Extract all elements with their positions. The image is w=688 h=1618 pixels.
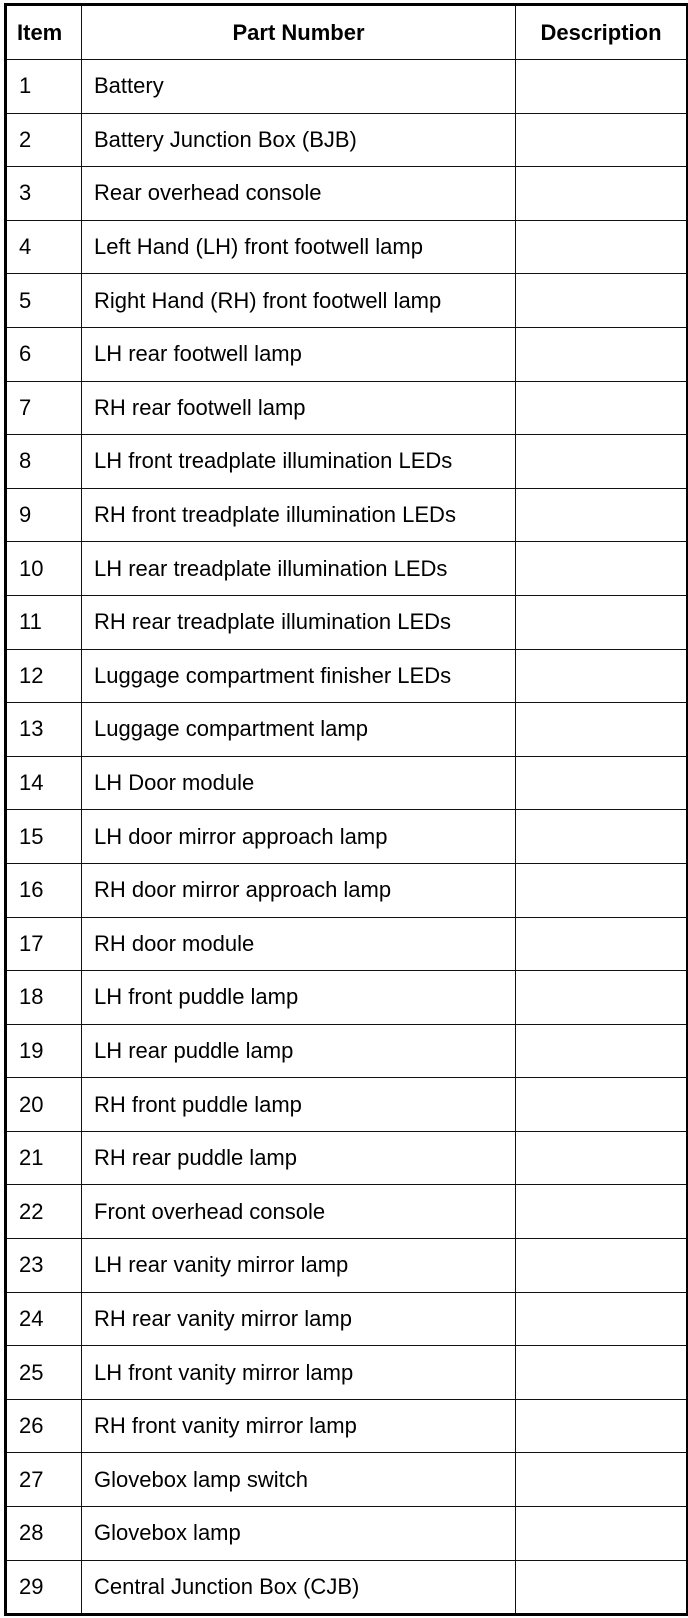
item-number-cell: 10	[7, 542, 82, 596]
description-cell	[516, 435, 687, 489]
table-row	[7, 1078, 687, 1132]
item-number-cell: 14	[7, 756, 82, 810]
table-row	[7, 1024, 687, 1078]
item-number-cell: 8	[7, 435, 82, 489]
table-row	[7, 703, 687, 757]
part-name-cell: Right Hand (RH) front footwell lamp	[82, 274, 516, 328]
part-name-cell: LH front treadplate illumination LEDs	[82, 435, 516, 489]
table-row	[7, 113, 687, 167]
table-row	[7, 863, 687, 917]
part-name-cell: Battery Junction Box (BJB)	[82, 113, 516, 167]
part-name-cell: LH Door module	[82, 756, 516, 810]
description-cell	[516, 1346, 687, 1400]
item-number-cell: 20	[7, 1078, 82, 1132]
part-name-cell: Central Junction Box (CJB)	[82, 1560, 516, 1614]
table-row	[7, 542, 687, 596]
item-number-cell: 2	[7, 113, 82, 167]
part-name-cell: RH front puddle lamp	[82, 1078, 516, 1132]
table-row	[7, 810, 687, 864]
table-row	[7, 649, 687, 703]
description-cell	[516, 274, 687, 328]
part-name-cell: RH front vanity mirror lamp	[82, 1399, 516, 1453]
table-row	[7, 1560, 687, 1614]
table-row	[7, 167, 687, 221]
description-cell	[516, 1507, 687, 1561]
description-cell	[516, 703, 687, 757]
description-cell	[516, 327, 687, 381]
item-number-cell: 19	[7, 1024, 82, 1078]
table-row	[7, 1346, 687, 1400]
item-number-cell: 17	[7, 917, 82, 971]
item-number-cell: 29	[7, 1560, 82, 1614]
description-cell	[516, 1024, 687, 1078]
description-cell	[516, 113, 687, 167]
header-item: Item	[7, 6, 82, 60]
header-description: Description	[516, 6, 687, 60]
description-cell	[516, 756, 687, 810]
item-number-cell: 5	[7, 274, 82, 328]
item-number-cell: 9	[7, 488, 82, 542]
part-name-cell: LH door mirror approach lamp	[82, 810, 516, 864]
description-cell	[516, 595, 687, 649]
item-number-cell: 22	[7, 1185, 82, 1239]
part-name-cell: RH front treadplate illumination LEDs	[82, 488, 516, 542]
description-cell	[516, 1453, 687, 1507]
item-number-cell: 28	[7, 1507, 82, 1561]
description-cell	[516, 167, 687, 221]
table-row	[7, 1399, 687, 1453]
item-number-cell: 15	[7, 810, 82, 864]
item-number-cell: 23	[7, 1239, 82, 1293]
description-cell	[516, 381, 687, 435]
description-cell	[516, 60, 687, 114]
description-cell	[516, 971, 687, 1025]
part-name-cell: RH door mirror approach lamp	[82, 863, 516, 917]
table-header	[7, 6, 687, 60]
part-name-cell: LH front vanity mirror lamp	[82, 1346, 516, 1400]
table-row	[7, 327, 687, 381]
description-cell	[516, 1131, 687, 1185]
table-row	[7, 1131, 687, 1185]
part-name-cell: LH rear puddle lamp	[82, 1024, 516, 1078]
item-number-cell: 26	[7, 1399, 82, 1453]
part-name-cell: LH rear treadplate illumination LEDs	[82, 542, 516, 596]
item-number-cell: 6	[7, 327, 82, 381]
description-cell	[516, 1185, 687, 1239]
table-row	[7, 595, 687, 649]
table-row	[7, 917, 687, 971]
item-number-cell: 25	[7, 1346, 82, 1400]
part-name-cell: RH rear treadplate illumination LEDs	[82, 595, 516, 649]
table-row	[7, 756, 687, 810]
table-row	[7, 1185, 687, 1239]
description-cell	[516, 917, 687, 971]
item-number-cell: 3	[7, 167, 82, 221]
part-name-cell: RH rear puddle lamp	[82, 1131, 516, 1185]
part-name-cell: LH front puddle lamp	[82, 971, 516, 1025]
table-row	[7, 220, 687, 274]
item-number-cell: 13	[7, 703, 82, 757]
part-name-cell: LH rear footwell lamp	[82, 327, 516, 381]
table-row	[7, 1453, 687, 1507]
description-cell	[516, 649, 687, 703]
item-number-cell: 21	[7, 1131, 82, 1185]
table-row	[7, 381, 687, 435]
description-cell	[516, 863, 687, 917]
part-name-cell: RH rear vanity mirror lamp	[82, 1292, 516, 1346]
item-number-cell: 11	[7, 595, 82, 649]
part-name-cell: Left Hand (LH) front footwell lamp	[82, 220, 516, 274]
item-number-cell: 7	[7, 381, 82, 435]
table-row	[7, 1239, 687, 1293]
parts-table	[6, 5, 687, 1614]
description-cell	[516, 1239, 687, 1293]
description-cell	[516, 1078, 687, 1132]
part-name-cell: Battery	[82, 60, 516, 114]
item-number-cell: 16	[7, 863, 82, 917]
item-number-cell: 12	[7, 649, 82, 703]
table-row	[7, 1507, 687, 1561]
description-cell	[516, 1292, 687, 1346]
part-name-cell: RH rear footwell lamp	[82, 381, 516, 435]
table-body	[7, 60, 687, 1614]
header-part-number: Part Number	[82, 6, 516, 60]
part-name-cell: Glovebox lamp	[82, 1507, 516, 1561]
table-row	[7, 274, 687, 328]
item-number-cell: 18	[7, 971, 82, 1025]
description-cell	[516, 220, 687, 274]
description-cell	[516, 1560, 687, 1614]
part-name-cell: Front overhead console	[82, 1185, 516, 1239]
description-cell	[516, 542, 687, 596]
part-name-cell: LH rear vanity mirror lamp	[82, 1239, 516, 1293]
header-row	[7, 6, 687, 60]
table-row	[7, 60, 687, 114]
table-row	[7, 435, 687, 489]
part-name-cell: Rear overhead console	[82, 167, 516, 221]
table-row	[7, 488, 687, 542]
table-row	[7, 1292, 687, 1346]
description-cell	[516, 810, 687, 864]
part-name-cell: Luggage compartment finisher LEDs	[82, 649, 516, 703]
description-cell	[516, 1399, 687, 1453]
item-number-cell: 27	[7, 1453, 82, 1507]
item-number-cell: 4	[7, 220, 82, 274]
part-name-cell: RH door module	[82, 917, 516, 971]
description-cell	[516, 488, 687, 542]
item-number-cell: 24	[7, 1292, 82, 1346]
part-name-cell: Luggage compartment lamp	[82, 703, 516, 757]
table-row	[7, 971, 687, 1025]
part-name-cell: Glovebox lamp switch	[82, 1453, 516, 1507]
item-number-cell: 1	[7, 60, 82, 114]
